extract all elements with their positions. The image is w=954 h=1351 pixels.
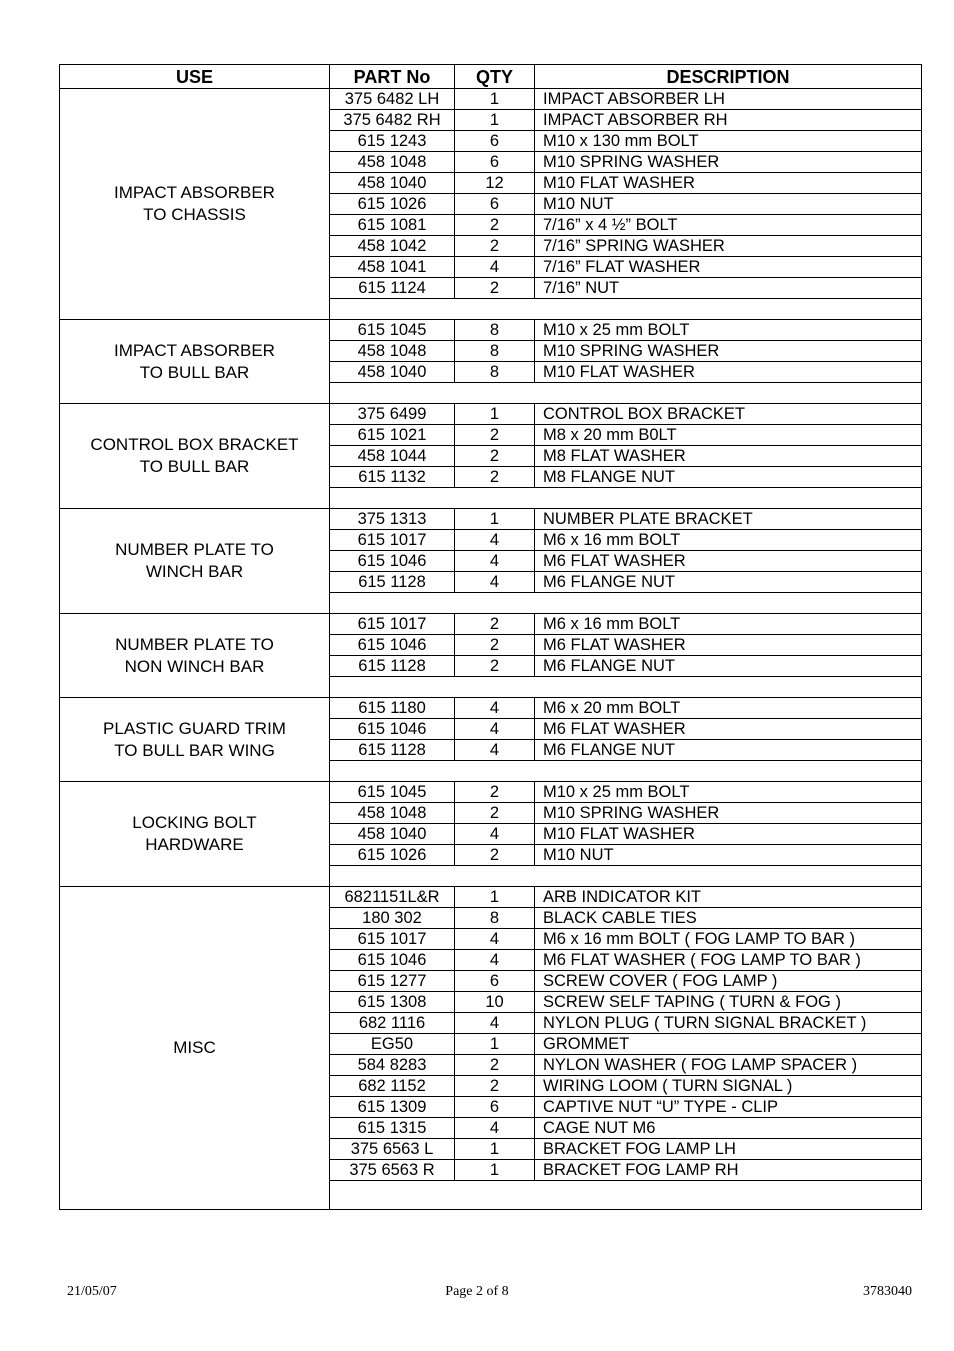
part-number-cell: 615 1046 (330, 635, 455, 656)
description-cell: M10 x 130 mm BOLT (535, 131, 922, 152)
part-number-cell: 615 1243 (330, 131, 455, 152)
description-cell: BRACKET FOG LAMP RH (535, 1160, 922, 1181)
part-number-cell: 180 302 (330, 908, 455, 929)
qty-cell: 2 (455, 845, 535, 866)
qty-cell: 6 (455, 152, 535, 173)
spacer-cell (330, 761, 455, 782)
part-number-cell: 615 1128 (330, 656, 455, 677)
parts-table-body (60, 89, 922, 1210)
spacer-cell (455, 299, 535, 320)
description-cell: 7/16” NUT (535, 278, 922, 299)
qty-cell: 2 (455, 425, 535, 446)
description-cell: CAGE NUT M6 (535, 1118, 922, 1139)
description-cell: M10 SPRING WASHER (535, 152, 922, 173)
spacer-cell (330, 866, 455, 887)
qty-cell: 1 (455, 1160, 535, 1181)
qty-cell: 2 (455, 656, 535, 677)
part-number-cell: 458 1042 (330, 236, 455, 257)
spacer-cell (330, 488, 455, 509)
part-number-cell: 615 1046 (330, 551, 455, 572)
part-number-cell: 615 1017 (330, 614, 455, 635)
description-cell: M8 FLANGE NUT (535, 467, 922, 488)
qty-cell: 2 (455, 1055, 535, 1076)
description-cell: M6 FLAT WASHER ( FOG LAMP TO BAR ) (535, 950, 922, 971)
use-cell (60, 782, 330, 887)
qty-cell: 1 (455, 110, 535, 131)
qty-cell: 1 (455, 1034, 535, 1055)
qty-cell: 8 (455, 341, 535, 362)
part-number-cell: 682 1152 (330, 1076, 455, 1097)
description-cell: M10 x 25 mm BOLT (535, 320, 922, 341)
qty-cell: 4 (455, 572, 535, 593)
part-number-cell: 458 1048 (330, 803, 455, 824)
use-label-line: PLASTIC GUARD TRIM (103, 718, 286, 738)
use-label-line: WINCH BAR (145, 562, 244, 581)
part-number-cell: 615 1026 (330, 194, 455, 215)
qty-cell: 12 (455, 173, 535, 194)
part-number-cell: 615 1046 (330, 950, 455, 971)
qty-header: QTY (455, 65, 535, 89)
part-number-cell: 615 1045 (330, 320, 455, 341)
parts-list-sheet (59, 64, 921, 1210)
qty-cell: 6 (455, 971, 535, 992)
part-number-cell: 615 1046 (330, 719, 455, 740)
spacer-cell (535, 761, 922, 782)
description-cell: 7/16” x 4 ½” BOLT (535, 215, 922, 236)
part-number-cell: 615 1277 (330, 971, 455, 992)
use-label-line: MISC (173, 1038, 216, 1057)
part-number-cell: 375 1313 (330, 509, 455, 530)
spacer-cell (535, 677, 922, 698)
part-number-cell: 375 6482 LH (330, 89, 455, 110)
description-cell: M6 FLANGE NUT (535, 572, 922, 593)
use-label-line: NUMBER PLATE TO (115, 540, 274, 559)
use-label-line: NON WINCH BAR (124, 656, 265, 676)
table-row (60, 887, 922, 908)
part-number-cell: 375 6563 R (330, 1160, 455, 1181)
use-label-line: LOCKING BOLT (132, 813, 257, 832)
qty-cell: 2 (455, 1076, 535, 1097)
use-label-line: TO CHASSIS (143, 205, 246, 224)
description-cell: 7/16” FLAT WASHER (535, 257, 922, 278)
part-number-cell: 615 1045 (330, 782, 455, 803)
header-row (60, 65, 922, 89)
use-label-line: IMPACT ABSORBER (114, 183, 275, 202)
description-cell: CAPTIVE NUT “U” TYPE - CLIP (535, 1097, 922, 1118)
qty-cell: 4 (455, 698, 535, 719)
footer-date: 21/05/07 (67, 1284, 117, 1299)
footer-document-number: 3783040 (863, 1284, 912, 1299)
spacer-cell (455, 383, 535, 404)
description-cell: M10 NUT (535, 845, 922, 866)
part-number-cell: 615 1315 (330, 1118, 455, 1139)
description-cell: M10 x 25 mm BOLT (535, 782, 922, 803)
description-cell: ARB INDICATOR KIT (535, 887, 922, 908)
use-cell (60, 509, 330, 614)
use-label-line: HARDWARE (145, 835, 244, 854)
qty-cell: 8 (455, 320, 535, 341)
description-cell: M10 SPRING WASHER (535, 803, 922, 824)
spacer-cell (330, 593, 455, 614)
qty-cell: 4 (455, 257, 535, 278)
table-row (60, 509, 922, 530)
part-number-cell: 375 6563 L (330, 1139, 455, 1160)
qty-cell: 4 (455, 1013, 535, 1034)
part-number-cell: 458 1048 (330, 152, 455, 173)
parts-table (59, 64, 922, 1210)
part-number-cell: 615 1081 (330, 215, 455, 236)
description-cell: M8 FLAT WASHER (535, 446, 922, 467)
part-number-cell: 458 1041 (330, 257, 455, 278)
part-number-cell: 6821151L&R (330, 887, 455, 908)
description-cell: M6 FLANGE NUT (535, 656, 922, 677)
use-label-line: NUMBER PLATE TO (115, 634, 274, 654)
part-number-cell: 615 1128 (330, 740, 455, 761)
qty-cell: 1 (455, 509, 535, 530)
description-cell: M10 NUT (535, 194, 922, 215)
qty-cell: 4 (455, 551, 535, 572)
table-row (60, 320, 922, 341)
spacer-cell (455, 761, 535, 782)
qty-cell: 10 (455, 992, 535, 1013)
description-cell: GROMMET (535, 1034, 922, 1055)
qty-cell: 8 (455, 362, 535, 383)
description-cell: M6 FLAT WASHER (535, 719, 922, 740)
spacer-cell (535, 488, 922, 509)
spacer-cell (455, 488, 535, 509)
use-header: USE (60, 65, 330, 89)
spacer-cell (535, 866, 922, 887)
use-label-line: TO BULL BAR (139, 362, 250, 382)
spacer-cell (455, 1181, 535, 1210)
spacer-cell (455, 866, 535, 887)
description-cell: IMPACT ABSORBER LH (535, 89, 922, 110)
use-label-line: IMPACT ABSORBER (114, 340, 275, 360)
qty-cell: 2 (455, 236, 535, 257)
part-number-cell: 458 1040 (330, 824, 455, 845)
qty-cell: 2 (455, 446, 535, 467)
table-row (60, 698, 922, 719)
description-cell: BRACKET FOG LAMP LH (535, 1139, 922, 1160)
qty-cell: 4 (455, 824, 535, 845)
spacer-cell (535, 299, 922, 320)
footer-page-number: Page 2 of 8 (445, 1284, 509, 1299)
qty-cell: 4 (455, 719, 535, 740)
description-cell: IMPACT ABSORBER RH (535, 110, 922, 131)
spacer-cell (535, 593, 922, 614)
description-cell: M6 FLANGE NUT (535, 740, 922, 761)
spacer-cell (535, 383, 922, 404)
qty-cell: 2 (455, 278, 535, 299)
part-number-cell: EG50 (330, 1034, 455, 1055)
use-cell (60, 320, 330, 404)
qty-cell: 4 (455, 530, 535, 551)
part-number-cell: 615 1309 (330, 1097, 455, 1118)
spacer-cell (455, 677, 535, 698)
qty-cell: 2 (455, 803, 535, 824)
qty-cell: 2 (455, 782, 535, 803)
part-number-cell: 615 1021 (330, 425, 455, 446)
part-number-cell: 615 1017 (330, 929, 455, 950)
qty-cell: 2 (455, 215, 535, 236)
part-number-cell: 584 8283 (330, 1055, 455, 1076)
part-number-cell: 458 1044 (330, 446, 455, 467)
qty-cell: 2 (455, 635, 535, 656)
description-cell: BLACK CABLE TIES (535, 908, 922, 929)
use-cell (60, 887, 330, 1210)
qty-cell: 6 (455, 194, 535, 215)
description-cell: NYLON WASHER ( FOG LAMP SPACER ) (535, 1055, 922, 1076)
part-number-cell: 615 1026 (330, 845, 455, 866)
description-cell: M10 SPRING WASHER (535, 341, 922, 362)
description-cell: M10 FLAT WASHER (535, 173, 922, 194)
qty-cell: 4 (455, 950, 535, 971)
part-number-cell: 615 1132 (330, 467, 455, 488)
part-number-header: PART No (330, 65, 455, 89)
qty-cell: 1 (455, 404, 535, 425)
qty-cell: 8 (455, 908, 535, 929)
part-number-cell: 615 1017 (330, 530, 455, 551)
use-label-line: TO BULL BAR WING (114, 740, 275, 760)
table-row (60, 782, 922, 803)
description-cell: CONTROL BOX BRACKET (535, 404, 922, 425)
description-cell: M8 x 20 mm B0LT (535, 425, 922, 446)
spacer-cell (330, 299, 455, 320)
qty-cell: 1 (455, 1139, 535, 1160)
qty-cell: 4 (455, 1118, 535, 1139)
part-number-cell: 615 1124 (330, 278, 455, 299)
part-number-cell: 375 6482 RH (330, 110, 455, 131)
description-cell: M6 FLAT WASHER (535, 635, 922, 656)
use-cell (60, 404, 330, 509)
spacer-cell (455, 593, 535, 614)
description-cell: WIRING LOOM ( TURN SIGNAL ) (535, 1076, 922, 1097)
description-cell: M6 x 16 mm BOLT (535, 614, 922, 635)
description-cell: NUMBER PLATE BRACKET (535, 509, 922, 530)
qty-cell: 1 (455, 887, 535, 908)
qty-cell: 4 (455, 929, 535, 950)
spacer-cell (330, 383, 455, 404)
spacer-cell (535, 1181, 922, 1210)
part-number-cell: 458 1048 (330, 341, 455, 362)
table-row (60, 614, 922, 635)
qty-cell: 4 (455, 740, 535, 761)
table-row (60, 404, 922, 425)
part-number-cell: 375 6499 (330, 404, 455, 425)
part-number-cell: 615 1308 (330, 992, 455, 1013)
part-number-cell: 615 1128 (330, 572, 455, 593)
use-cell (60, 89, 330, 320)
table-row (60, 89, 922, 110)
use-cell (60, 698, 330, 782)
part-number-cell: 458 1040 (330, 362, 455, 383)
qty-cell: 1 (455, 89, 535, 110)
description-cell: M10 FLAT WASHER (535, 362, 922, 383)
use-label-line: TO BULL BAR (139, 457, 250, 476)
description-cell: M6 x 16 mm BOLT (535, 530, 922, 551)
qty-cell: 2 (455, 467, 535, 488)
description-cell: M6 x 16 mm BOLT ( FOG LAMP TO BAR ) (535, 929, 922, 950)
part-number-cell: 682 1116 (330, 1013, 455, 1034)
qty-cell: 6 (455, 1097, 535, 1118)
description-cell: M6 FLAT WASHER (535, 551, 922, 572)
description-cell: 7/16” SPRING WASHER (535, 236, 922, 257)
spacer-cell (330, 677, 455, 698)
description-cell: M10 FLAT WASHER (535, 824, 922, 845)
description-cell: SCREW COVER ( FOG LAMP ) (535, 971, 922, 992)
description-cell: NYLON PLUG ( TURN SIGNAL BRACKET ) (535, 1013, 922, 1034)
qty-cell: 6 (455, 131, 535, 152)
use-label-line: CONTROL BOX BRACKET (90, 435, 299, 454)
use-cell (60, 614, 330, 698)
qty-cell: 2 (455, 614, 535, 635)
spacer-cell (330, 1181, 455, 1210)
part-number-cell: 458 1040 (330, 173, 455, 194)
description-cell: M6 x 20 mm BOLT (535, 698, 922, 719)
description-header: DESCRIPTION (535, 65, 922, 89)
part-number-cell: 615 1180 (330, 698, 455, 719)
description-cell: SCREW SELF TAPING ( TURN & FOG ) (535, 992, 922, 1013)
